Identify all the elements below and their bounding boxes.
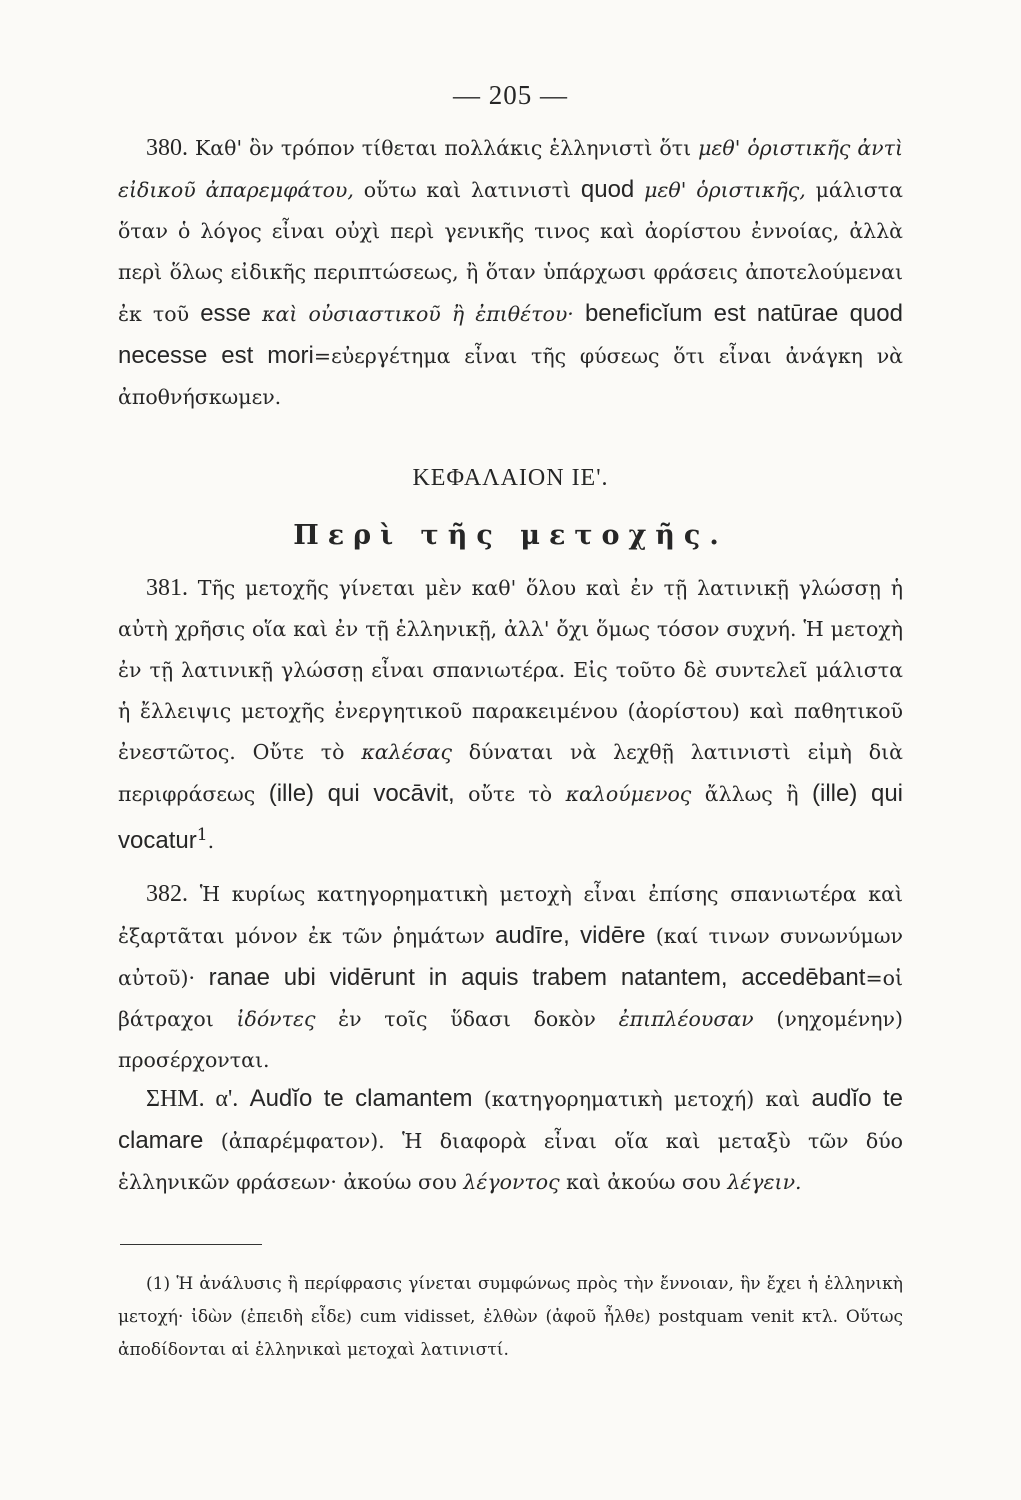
text-run: δύναται νὰ λεχθῇ λατινιστὶ εἰμὴ διὰ περιφράσεως: [118, 740, 903, 806]
text-run: μάλιστα ὅταν ὁ λόγος εἶναι οὐχὶ περὶ γενικῆς τινος καὶ ἀορίστου ἐννοίας, ἀλλὰ περὶ ὅλως εἰδικῆς περιπτώσεως, ἢ ὅταν ὑπάρχωσι φράσεις ἀποτελούμεναι ἐκ τοῦ: [118, 178, 903, 326]
footnote: [118, 1268, 903, 1367]
footnote-mark: (1): [146, 1274, 171, 1294]
section-heading: Περὶ τῆς μετοχῆς.: [293, 520, 728, 551]
italic-run: λέγειν.: [727, 1170, 802, 1194]
text-run: [634, 178, 644, 202]
note-label: ΣΗΜ. α'.: [146, 1086, 239, 1112]
paragraph-380: [118, 128, 903, 418]
italic-run: ἐπιπλέουσαν: [618, 1007, 754, 1031]
latin-run: quod: [580, 176, 635, 203]
italic-run: μεθ' ὁριστικῆς,: [644, 178, 806, 202]
latin-run: postquam venit: [658, 1307, 794, 1327]
latin-run: (ille) qui vocāvit,: [268, 780, 455, 807]
page-number: — 205 —: [453, 80, 568, 110]
italic-run: λέγοντος: [463, 1170, 560, 1194]
italic-run: καλέσας: [361, 740, 452, 764]
text-run: .: [207, 828, 215, 853]
latin-run: ranae ubi vidērunt in aquis trabem natantem, accedēbant: [208, 964, 866, 991]
text-run: (κατηγορηματικὴ μετοχή) καὶ: [472, 1087, 812, 1111]
text-run: (καί τινων συνωνύμων αὐτοῦ)·: [118, 924, 903, 990]
text-run: οὔτε τὸ: [454, 782, 566, 806]
italic-run: μεθ' ὁριστικῆς ἀντὶ εἰδικοῦ ἀπαρεμφάτου,: [118, 136, 904, 202]
latin-run: Audĭo te clamantem: [249, 1085, 473, 1112]
text-run: Τῆς μετοχῆς γίνεται μὲν καθ' ὅλου καὶ ἐν τῇ λατινικῇ γλώσσῃ ἡ αὐτὴ χρῆσις οἵα καὶ ἐν τῇ ἑλληνικῇ, ἀλλ' ὄχι ὅμως τόσον συχνή. Ἡ μετοχὴ ἐν τῇ λατινικῇ γλώσσῃ εἶναι σπανιωτέρα. Εἰς τοῦτο δὲ συντελεῖ μάλιστα ἡ ἔλλειψις μετοχῆς ἐνεργητικοῦ παρακειμένου (ἀορίστου) καὶ παθητικοῦ ἐνεστῶτος. Οὔτε τὸ: [118, 576, 903, 764]
text-run: (ἀπαρέμφατον). Ἡ διαφορὰ εἶναι οἵα καὶ μεταξὺ τῶν δύο ἑλληνικῶν φράσεων· ἀκούω σου: [118, 1129, 903, 1194]
italic-run: καὶ οὐσιαστικοῦ ἢ ἐπιθέτου·: [262, 302, 574, 326]
paragraph-382: [118, 874, 903, 1081]
italic-run: ἰδόντες: [236, 1007, 316, 1031]
text-run: Ἡ κυρίως κατηγορηματικὴ μετοχὴ εἶναι ἐπίσης σπανιωτέρα καὶ ἐξαρτᾶται μόνον ἐκ τῶν ῥημάτων: [118, 882, 903, 948]
paragraph-number: 381.: [146, 575, 188, 601]
latin-run: beneficĭum est natūrae quod necesse est mori: [118, 300, 903, 369]
text-run: [251, 302, 262, 326]
latin-run: audīre, vidēre: [495, 922, 646, 949]
text-run: (νηχομένην) προσέρχονται.: [118, 1007, 904, 1072]
footnote-marker: 1: [196, 825, 208, 845]
paragraph-number: 380.: [146, 135, 188, 161]
note-paragraph: [118, 1078, 903, 1203]
footnote-divider: [120, 1244, 262, 1245]
text-run: ἄλλως ἢ: [691, 782, 813, 806]
latin-run: cum vidisset,: [359, 1307, 476, 1327]
chapter-heading: ΚΕΦΑΛΑΙΟΝ ΙΕ'.: [412, 465, 609, 491]
latin-run: audĭo te clamare: [118, 1085, 903, 1154]
text-run: οὕτω καὶ λατινιστὶ: [353, 178, 581, 202]
italic-run: καλούμενος: [565, 782, 692, 806]
text-run: Καθ' ὃν τρόπον τίθεται πολλάκις ἑλληνιστὶ ὅτι: [194, 136, 699, 160]
text-run: καὶ ἀκούω σου: [559, 1170, 728, 1194]
latin-run: (ille) qui vocatur: [118, 780, 903, 854]
latin-run: esse: [200, 300, 251, 327]
paragraph-number: 382.: [146, 881, 188, 907]
text-run: κτλ. Οὕτως ἀποδίδονται αἱ ἑλληνικαὶ μετοχαὶ λατινιστί.: [118, 1307, 903, 1360]
text-run: ἐν τοῖς ὕδασι δοκὸν: [315, 1007, 619, 1031]
text-run: ἐλθὼν (ἀφοῦ ἦλθε): [475, 1307, 659, 1327]
paragraph-381: [118, 568, 903, 862]
text-run: =εὐεργέτημα εἶναι τῆς φύσεως ὅτι εἶναι ἀνάγκη νὰ ἀποθνήσκωμεν.: [118, 344, 904, 409]
text-run: Ἡ ἀνάλυσις ἢ περίφρασις γίνεται συμφώνως πρὸς τὴν ἔννοιαν, ἣν ἔχει ἡ ἑλληνικὴ μετοχή· ἰδὼν (ἐπειδὴ εἶδε): [118, 1274, 903, 1327]
text-run: =οἱ βάτραχοι: [118, 966, 903, 1031]
text-run: [574, 302, 585, 326]
